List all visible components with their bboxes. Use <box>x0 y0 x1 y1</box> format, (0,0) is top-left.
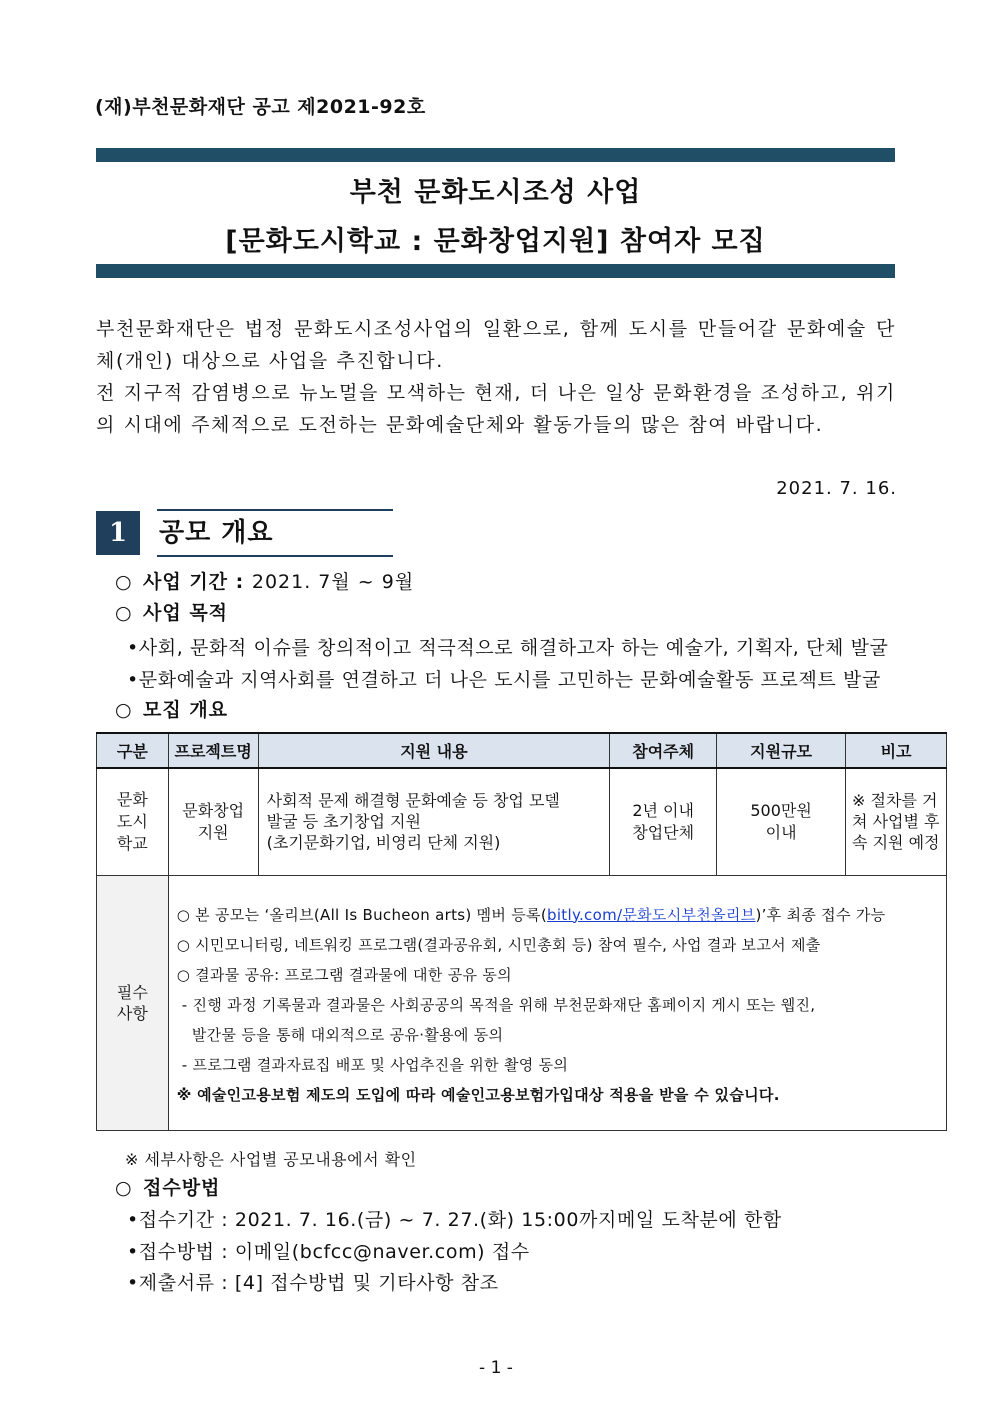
cell-content <box>258 768 610 875</box>
cell-participant: 2년 이내 창업단체 <box>610 768 717 875</box>
cell-category: 문화 도시 학교 <box>97 768 169 875</box>
title-bottom-bar <box>96 264 895 278</box>
cell-scale: 500만원 이내 <box>717 768 846 875</box>
purpose-label: 사업 목적 <box>143 602 229 624</box>
section-number-badge: 1 <box>96 511 140 555</box>
required-item-5: - 프로그램 결과자료집 배포 및 사업추진을 위한 촬영 동의 <box>176 1055 569 1074</box>
recruit-table <box>96 732 947 1131</box>
notice-date: 2021. 7. 16. <box>776 478 897 499</box>
circle-bullet-icon: ○ <box>115 602 133 624</box>
apply-bullet-documents: •제출서류 : [4] 접수방법 및 기타사항 참조 <box>127 1272 499 1294</box>
page-number: - 1 - <box>479 1358 513 1378</box>
apply-heading <box>115 1173 220 1200</box>
required-item-4a: - 진행 과정 기록물과 결과물은 사회공공의 목적을 위해 부천문화재단 홈페이지 게시 또는 웹진, <box>176 995 816 1014</box>
circle-bullet-icon: ○ <box>115 699 133 721</box>
page-title-line1: 부천 문화도시조성 사업 <box>349 177 642 208</box>
content-line-1: 사회적 문제 해결형 문화예술 등 창업 모델 <box>266 791 560 811</box>
section-title: 공모 개요 <box>157 509 393 557</box>
olive-registration-link[interactable]: bitly.com/문화도시부천올리브 <box>547 905 756 924</box>
purpose-bullet-1: •사회, 문화적 이슈를 창의적이고 적극적으로 해결하고자 하는 예술가, 기획자, 단체 발굴 <box>127 637 889 659</box>
page-title-line2: [문화도시학교 : 문화창업지원] 참여자 모집 <box>225 226 766 257</box>
circle-bullet-icon: ○ <box>115 571 133 593</box>
notice-number: (재)부천문화재단 공고 제2021-92호 <box>95 96 426 118</box>
detail-footnote: ※ 세부사항은 사업별 공모내용에서 확인 <box>125 1150 417 1169</box>
col-header-content: 지원 내용 <box>258 733 610 768</box>
required-list <box>168 875 946 1130</box>
required-row <box>97 875 947 1130</box>
recruit-label: 모집 개요 <box>143 699 229 721</box>
required-item-2: ○ 시민모니터링, 네트워킹 프로그램(결과공유회, 시민총회 등) 참여 필수, 사업 결과 보고서 제출 <box>176 935 821 954</box>
col-header-note: 비고 <box>846 733 947 768</box>
table-header-row <box>97 733 947 768</box>
col-header-category: 구분 <box>97 733 169 768</box>
cell-project: 문화창업 지원 <box>168 768 258 875</box>
recruit-heading <box>115 695 228 722</box>
intro-paragraph-1: 부천문화재단은 법정 문화도시조성사업의 일환으로, 함께 도시를 만들어갈 문화예술 단체(개인) 대상으로 사업을 추진합니다. <box>96 318 896 372</box>
col-header-scale: 지원규모 <box>717 733 846 768</box>
required-label: 필수 사항 <box>97 875 169 1130</box>
col-header-participant: 참여주체 <box>610 733 717 768</box>
content-line-3: (초기문화기업, 비영리 단체 지원) <box>266 833 501 853</box>
intro-paragraph-2: 전 지구적 감염병으로 뉴노멀을 모색하는 현재, 더 나은 일상 문화환경을 조성하고, 위기의 시대에 주체적으로 도전하는 문화예술단체와 활동가들의 많은 참여 바랍니다. <box>96 382 896 436</box>
circle-bullet-icon: ○ <box>115 1177 133 1199</box>
cell-note: ※ 절차를 거쳐 사업별 후속 지원 예정 <box>846 768 947 875</box>
col-header-project: 프로젝트명 <box>168 733 258 768</box>
required-item-3: ○ 결과물 공유: 프로그램 결과물에 대한 공유 동의 <box>176 965 512 984</box>
period-line <box>115 567 414 594</box>
title-top-bar <box>96 148 895 162</box>
apply-bullet-method: •접수방법 : 이메일(bcfcc@naver.com) 접수 <box>127 1241 530 1263</box>
required-item-6: ※ 예술인고용보험 제도의 도입에 따라 예술인고용보험가입대상 적용을 받을 수 있습니다. <box>176 1085 780 1104</box>
apply-label: 접수방법 <box>143 1177 221 1199</box>
content-line-2: 발굴 등 초기창업 지원 <box>266 812 421 832</box>
period-label: 사업 기간 : <box>143 571 245 593</box>
intro-text <box>96 313 896 441</box>
period-value: 2021. 7월 ~ 9월 <box>251 571 415 593</box>
table-row <box>97 768 947 875</box>
purpose-bullet-2: •문화예술과 지역사회를 연결하고 더 나은 도시를 고민하는 문화예술활동 프로젝트 발굴 <box>127 669 881 691</box>
required-item-1: ○ 본 공모는 ‘올리브(All Is Bucheon arts) 멤버 등록(bitly.com/문화도시부천올리브)’후 최종 접수 가능 <box>176 905 886 924</box>
required-item-4b: 발간물 등을 통해 대외적으로 공유·활용에 동의 <box>176 1025 504 1044</box>
purpose-heading <box>115 598 228 625</box>
apply-bullet-period: •접수기간 : 2021. 7. 16.(금) ~ 7. 27.(화) 15:00까지메일 도착분에 한함 <box>127 1209 782 1231</box>
